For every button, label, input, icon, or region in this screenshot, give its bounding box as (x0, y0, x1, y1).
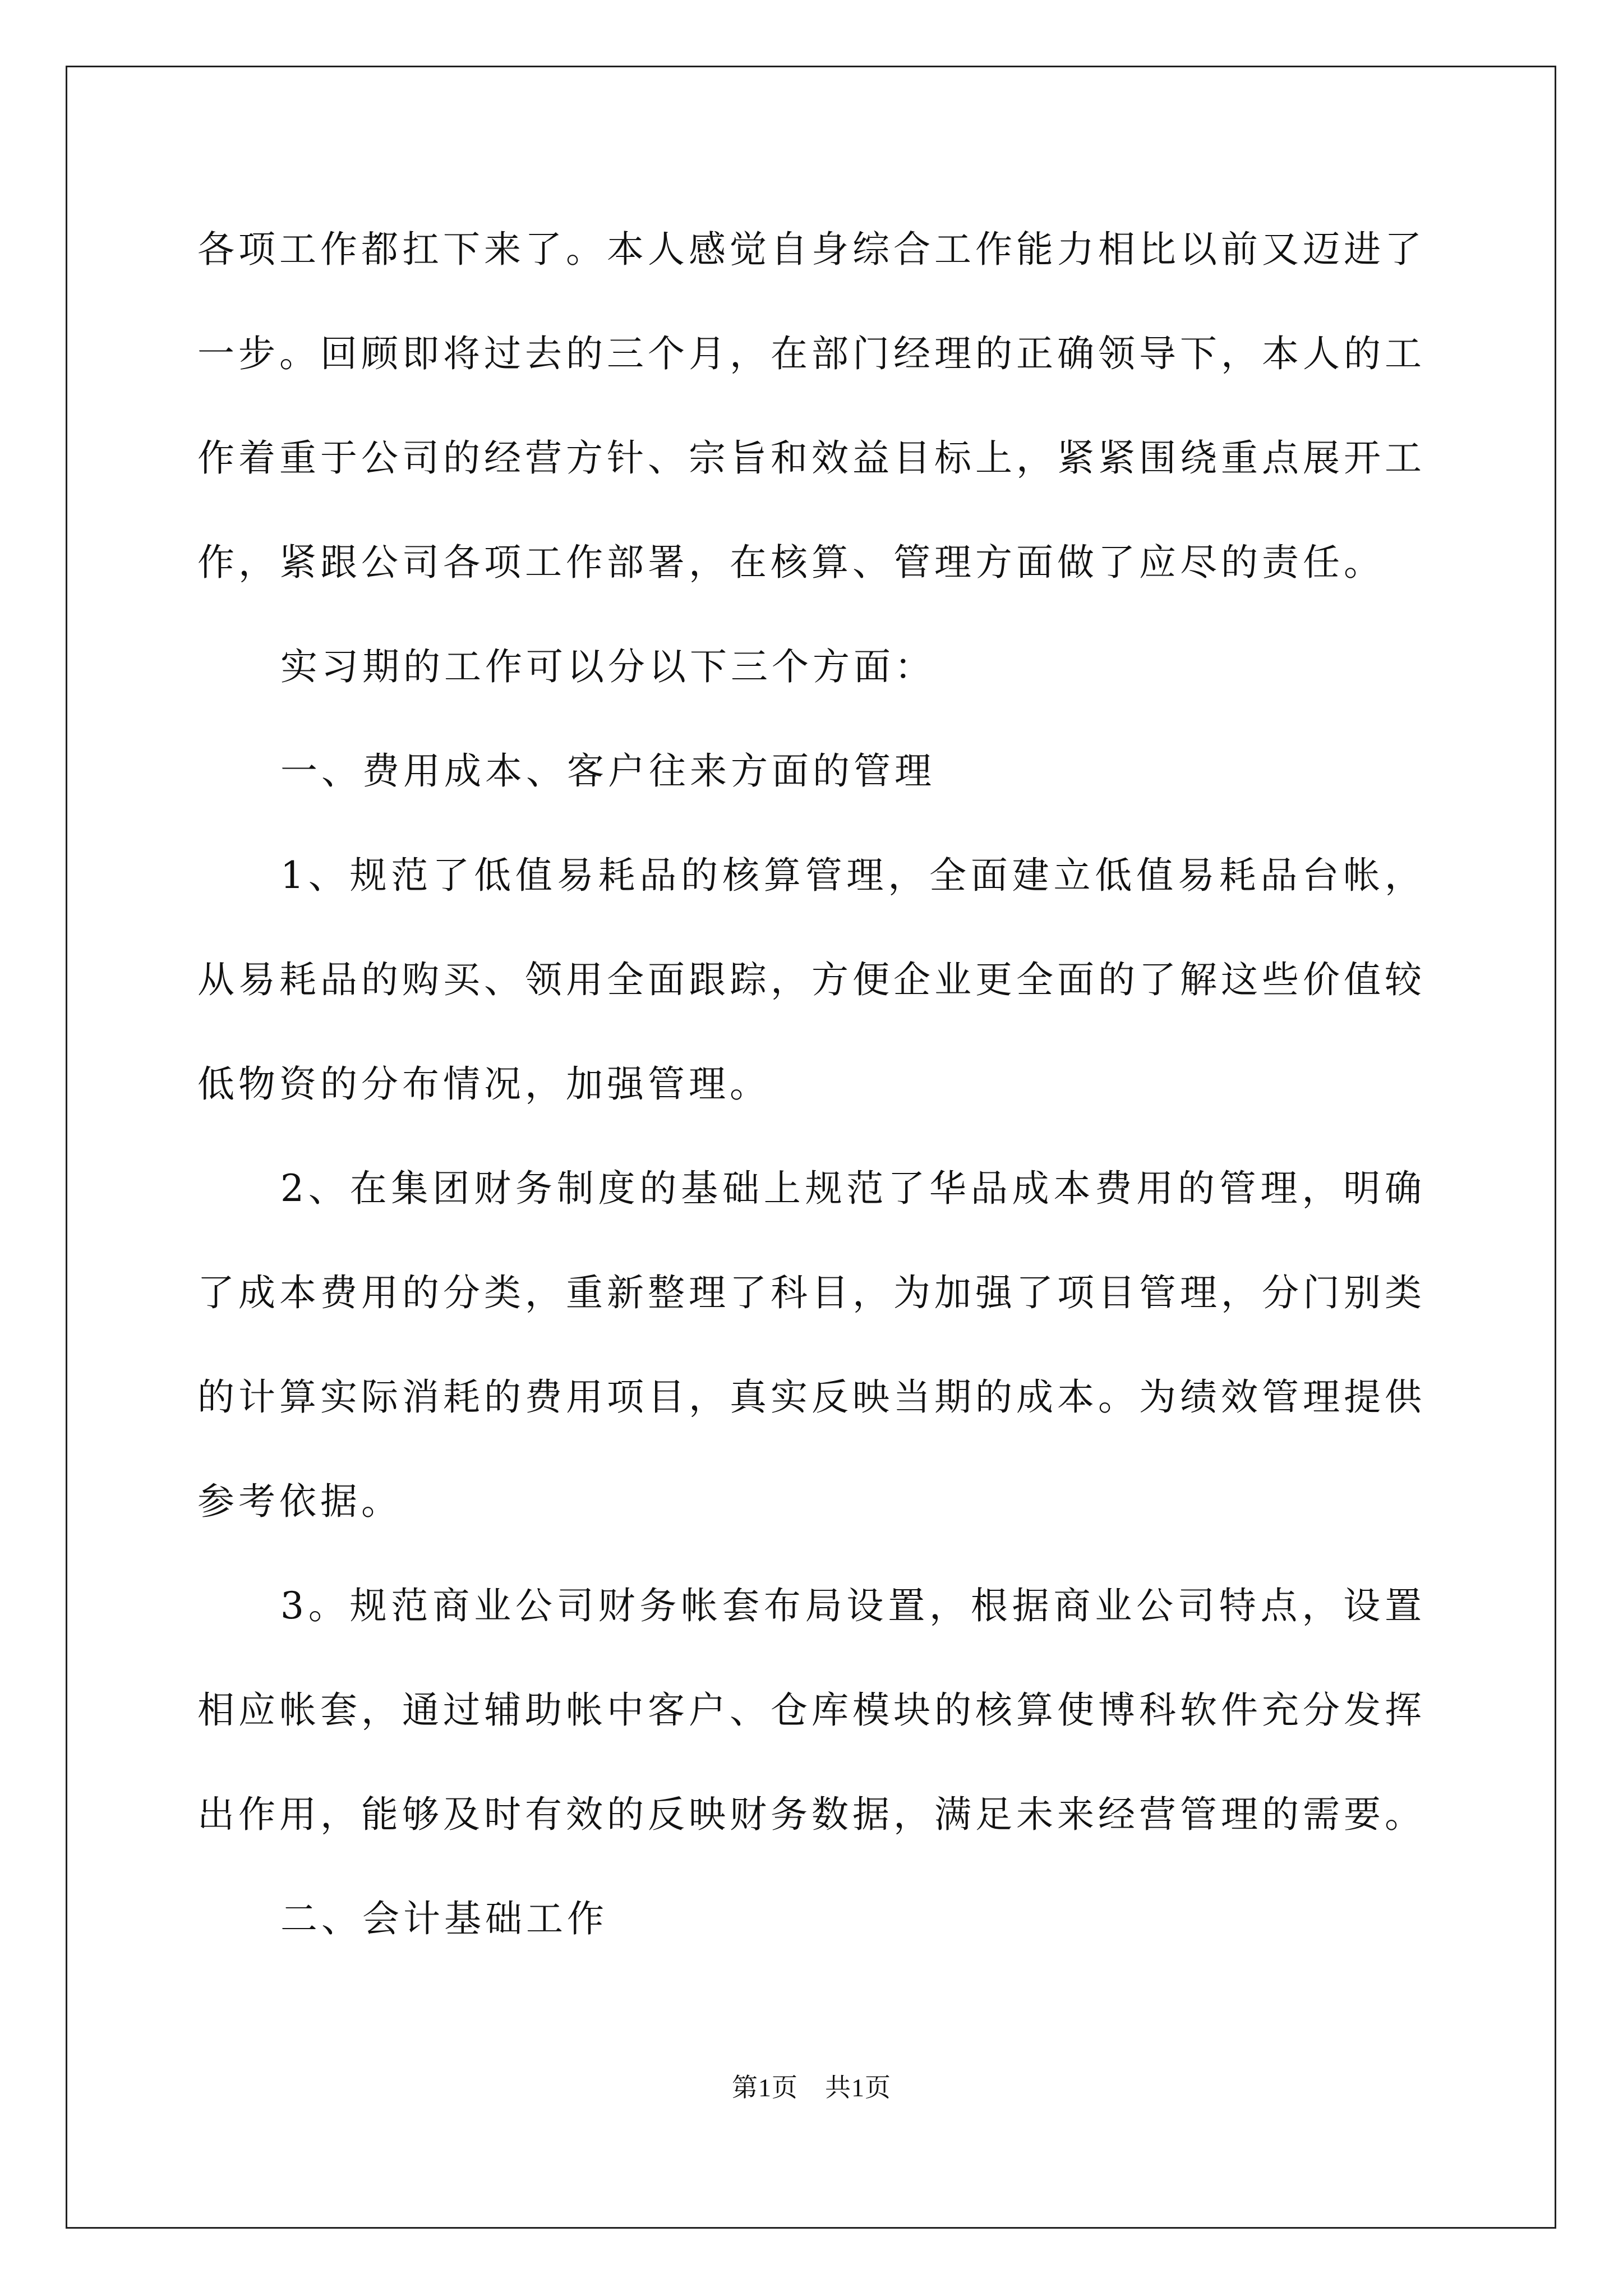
page-number: 第1页 (732, 2073, 798, 2102)
paragraph-item-1: 1、规范了低值易耗品的核算管理，全面建立低值易耗品台帐，从易耗品的购买、领用全面跟踪，方便企业更全面的了解这些价值较低物资的分布情况，加强管理。 (197, 854, 1426, 1106)
page-footer (0, 2067, 1623, 2104)
section-heading-1: 一、费用成本、客户往来方面的管理 (280, 749, 935, 793)
page-total: 共1页 (825, 2073, 891, 2102)
paragraph-1: 各项工作都扛下来了。本人感觉自身综合工作能力相比以前又迈进了一步。回顾即将过去的三个月，在部门经理的正确领导下，本人的工作着重于公司的经营方针、宗旨和效益目标上，紧紧围绕重点展开工作，紧跟公司各项工作部署，在核算、管理方面做了应尽的责任。 (197, 228, 1426, 584)
paragraph-2: 实习期的工作可以分以下三个方面： (280, 645, 935, 688)
section-heading-2: 二、会计基础工作 (280, 1897, 608, 1940)
paragraph-item-3: 3。规范商业公司财务帐套布局设置，根据商业公司特点，设置相应帐套，通过辅助帐中客户、仓库模块的核算使博科软件充分发挥出作用，能够及时有效的反映财务数据，满足未来经营管理的需要。 (197, 1584, 1426, 1836)
paragraph-item-2: 2、在集团财务制度的基础上规范了华品成本费用的管理，明确了成本费用的分类，重新整理了科目，为加强了项目管理，分门别类的计算实际消耗的费用项目，真实反映当期的成本。为绩效管理提供参考依据。 (197, 1167, 1426, 1523)
document-body (197, 197, 1426, 1971)
